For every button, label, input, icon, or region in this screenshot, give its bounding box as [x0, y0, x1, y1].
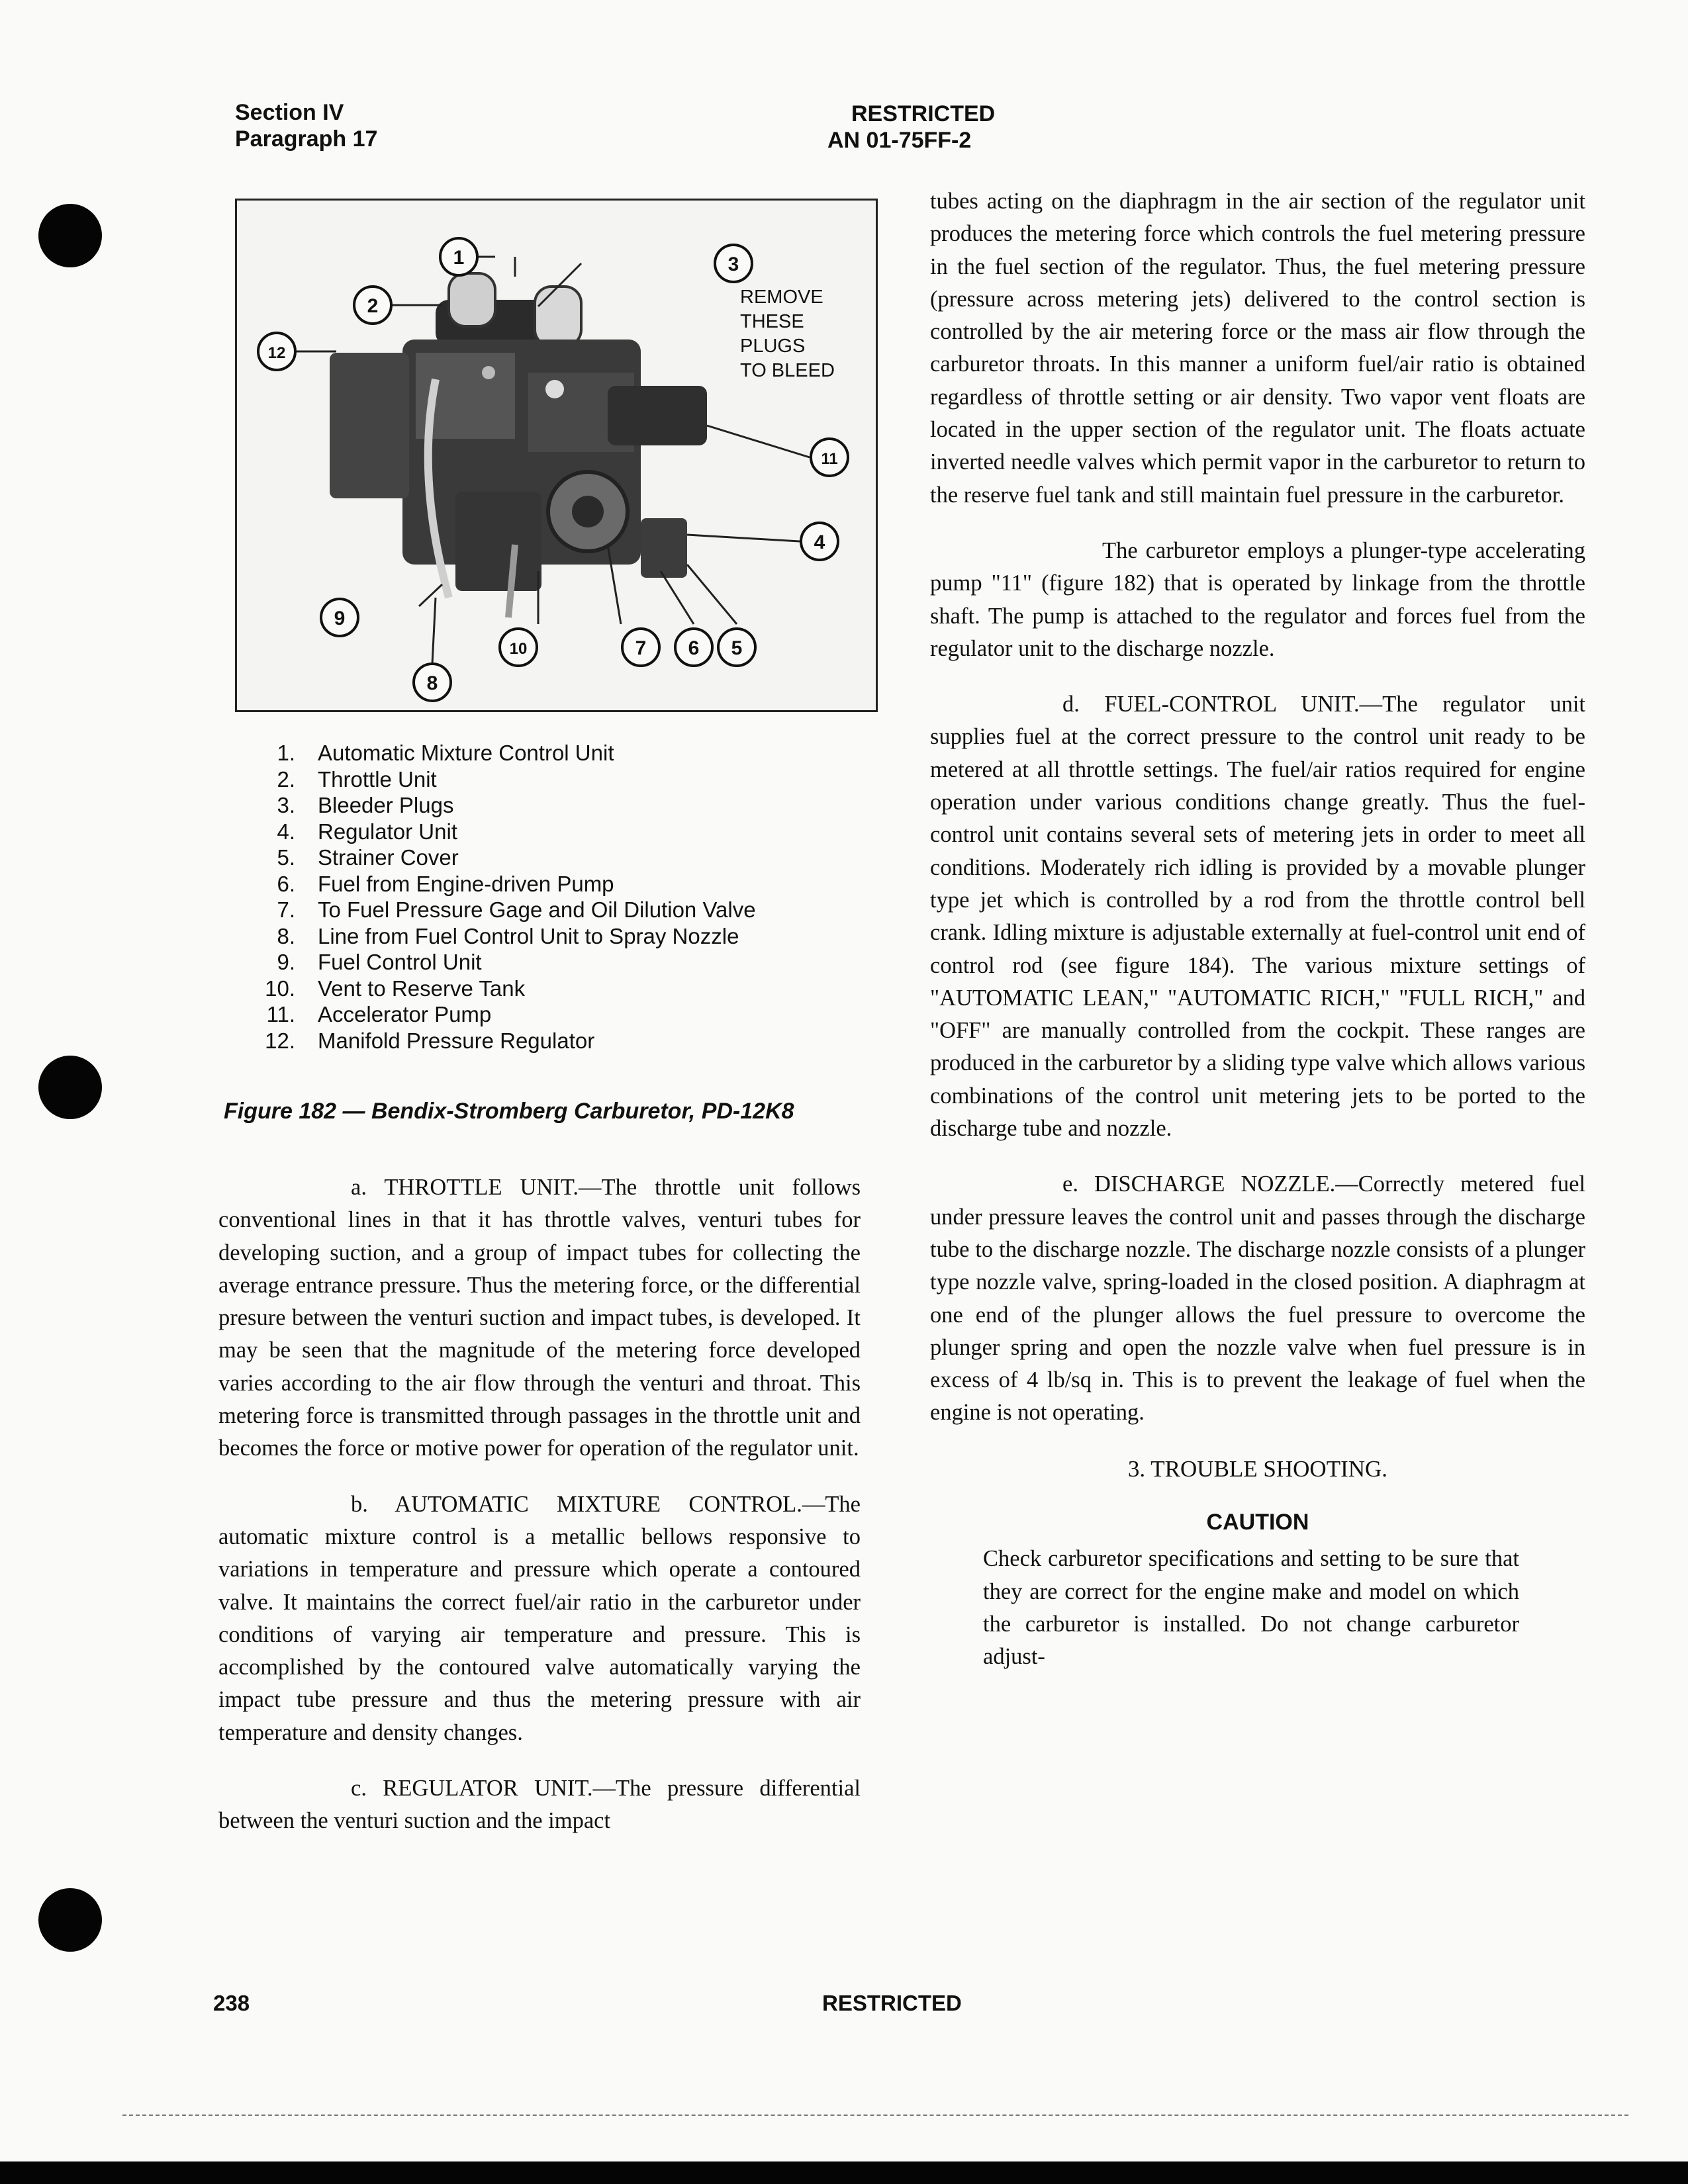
bleed-note	[740, 287, 835, 381]
caution-title: CAUTION	[1206, 1509, 1309, 1535]
binder-hole-top	[38, 204, 102, 267]
svg-text:7: 7	[635, 637, 647, 659]
svg-text:12: 12	[267, 344, 286, 362]
svg-text:6: 6	[688, 637, 700, 659]
svg-text:5: 5	[731, 637, 743, 659]
paragraph-regulator-unit: c. REGULATOR UNIT.—The pressure differential between the venturi suction and the impact	[218, 1776, 861, 1834]
svg-text:1: 1	[453, 247, 465, 269]
section-label: Section IV	[235, 100, 344, 125]
callout-8	[414, 664, 451, 701]
paragraph-accelerating-pump: The carburetor employs a plunger-type accelerating pump "11" (figure 182) that is operated by linkage from the throttle shaft. The pump is attached to the regulator and forces fuel from the regulator unit to the discharge nozzle.	[930, 537, 1585, 661]
header-section-block	[235, 99, 377, 152]
doc-number: AN 01-75FF-2	[827, 128, 972, 153]
svg-text:3: 3	[727, 253, 739, 275]
carburetor-body	[330, 273, 707, 617]
carburetor-illustration	[237, 201, 876, 710]
svg-text:10: 10	[509, 640, 528, 658]
page-number: 238	[213, 1991, 250, 2015]
paragraph-throttle-unit: a. THROTTLE UNIT.—The throttle unit follows conventional lines in that it has throttle valves, venturi tubes for developing suction, and a group of impact tubes for collecting the average entrance pressure. Thus the metering force, or the differential presure between the venturi suction and impact tubes, is developed. It may be seen that the magnitude of the metering force developed varies according to the air flow through the venturi and throat. This metering force is transmitted through passages in the throttle unit and becomes the force or motive power for operation of the regulator unit.	[218, 1175, 861, 1461]
callout-6	[675, 629, 712, 666]
svg-text:2: 2	[367, 295, 379, 317]
callout-9	[321, 599, 358, 636]
paragraph-automatic-mixture-control: b. AUTOMATIC MIXTURE CONTROL.—The automatic mixture control is a metallic bellows responsive to variations in temperature and pressure which operate a contoured valve. It maintains the correct fuel/air ratio in the carburetor under conditions of varying air temperature and pressure. This is accomplished by the contoured valve automatically varying the impact tube pressure and thus the metering pressure with air temperature and density changes.	[218, 1491, 861, 1745]
callout-10	[500, 629, 537, 666]
legend-item: 9. Fuel Control Unit	[277, 950, 482, 974]
page-edge-rule	[122, 2115, 1628, 2116]
carburetor-figure	[235, 199, 878, 712]
legend-item: 11. Accelerator Pump	[266, 1002, 492, 1026]
header-classification-block	[827, 101, 995, 154]
paragraph-regulator-unit-continued: tubes acting on the diaphragm in the air section of the regulator unit produces the metering force which controls the fuel metering pressure in the fuel section of the regulator. Thus, the fuel metering pressure (pressure across metering jets) delivered to the control section is controlled by the air metering force or the mass air flow through the carburetor throats. In this manner a uniform fuel/air ratio is obtained regardless of throttle setting or air density. Two vapor vent floats are located in the upper section of the regulator unit. The floats actuate inverted needle valves which permit vapor in the carburetor to return to the reserve fuel tank and still maintain fuel pressure in the carburetor.	[930, 189, 1585, 508]
paragraph-discharge-nozzle: e. DISCHARGE NOZZLE.—Correctly metered fuel under pressure leaves the control unit and passes through the discharge tube to the discharge nozzle. The discharge nozzle consists of a plunger type nozzle valve, spring-loaded in the closed position. A diaphragm at one end of the plunger allows the fuel pressure to overcome the plunger spring and open the nozzle valve when fuel pressure is in excess of 4 lb/sq in. This is to prevent the leakage of fuel when the engine is not operating.	[930, 1171, 1585, 1426]
legend-item: 7. To Fuel Pressure Gage and Oil Dilution Valve	[277, 897, 756, 922]
binder-hole-bottom	[38, 1888, 102, 1952]
svg-text:THESE: THESE	[740, 311, 804, 332]
caution-text: Check carburetor specifications and setting to be sure that they are correct for the engine make and model on which the carburetor is installed. Do not change carburetor adjust-	[983, 1546, 1519, 1670]
legend-item: 10. Vent to Reserve Tank	[265, 976, 526, 1001]
legend-item: 2. Throttle Unit	[277, 766, 437, 792]
legend-item: 6. Fuel from Engine-driven Pump	[277, 871, 614, 896]
legend-item: 5. Strainer Cover	[277, 845, 459, 870]
legend-item: 8. Line from Fuel Control Unit to Spray Nozzle	[277, 923, 739, 948]
svg-text:9: 9	[334, 608, 346, 629]
legend-item: 12. Manifold Pressure Regulator	[265, 1028, 595, 1053]
heading-trouble-shooting: 3. TROUBLE SHOOTING.	[1127, 1455, 1388, 1482]
svg-text:TO BLEED: TO BLEED	[740, 360, 835, 381]
svg-text:PLUGS: PLUGS	[740, 336, 806, 357]
paragraph-fuel-control-unit: d. FUEL-CONTROL UNIT.—The regulator unit supplies fuel at the correct pressure to the control unit ready to be metered at all throttle settings. The fuel/air ratios required for engine operation under various conditions change greatly. Thus the fuel-control unit contains several sets of metering jets in order to meet all conditions. Moderately rich idling is provided by a movable plunger type jet which is controlled by a rod from the throttle control bell crank. Idling mixture is adjustable externally at fuel-control unit end of control rod (see figure 184). The various mixture settings of "AUTOMATIC LEAN," "AUTOMATIC RICH," "FULL RICH," and "OFF" are manually controlled from the cockpit. These ranges are produced in the carburetor by a sliding type valve which allows various combinations of the control unit metering jets to be ported to the discharge tube and nozzle.	[930, 692, 1585, 1142]
callout-3	[715, 245, 752, 282]
callout-5	[718, 629, 755, 666]
left-column	[218, 1171, 861, 1861]
scan-border	[0, 2161, 1688, 2184]
svg-text:4: 4	[814, 531, 825, 553]
header-classification: RESTRICTED	[851, 101, 996, 126]
callout-11	[811, 439, 848, 476]
footer-classification: RESTRICTED	[822, 1991, 962, 2015]
callout-2	[354, 287, 391, 324]
legend-item: 4. Regulator Unit	[277, 819, 457, 844]
binder-hole-middle	[38, 1056, 102, 1119]
right-column	[930, 185, 1585, 1673]
legend-item: 1. Automatic Mixture Control Unit	[277, 741, 614, 765]
callout-7	[622, 629, 659, 666]
paragraph-label: Paragraph 17	[235, 126, 378, 152]
callout-12	[258, 333, 295, 370]
svg-text:REMOVE: REMOVE	[740, 287, 823, 308]
svg-text:11: 11	[821, 450, 838, 468]
svg-text:8: 8	[426, 672, 438, 694]
legend-item: 3. Bleeder Plugs	[277, 793, 454, 817]
callout-4	[801, 523, 838, 560]
figure-legend	[258, 740, 894, 1054]
callout-1	[440, 238, 477, 275]
figure-caption: Figure 182 — Bendix-Stromberg Carburetor, PD-12K8	[224, 1099, 794, 1124]
